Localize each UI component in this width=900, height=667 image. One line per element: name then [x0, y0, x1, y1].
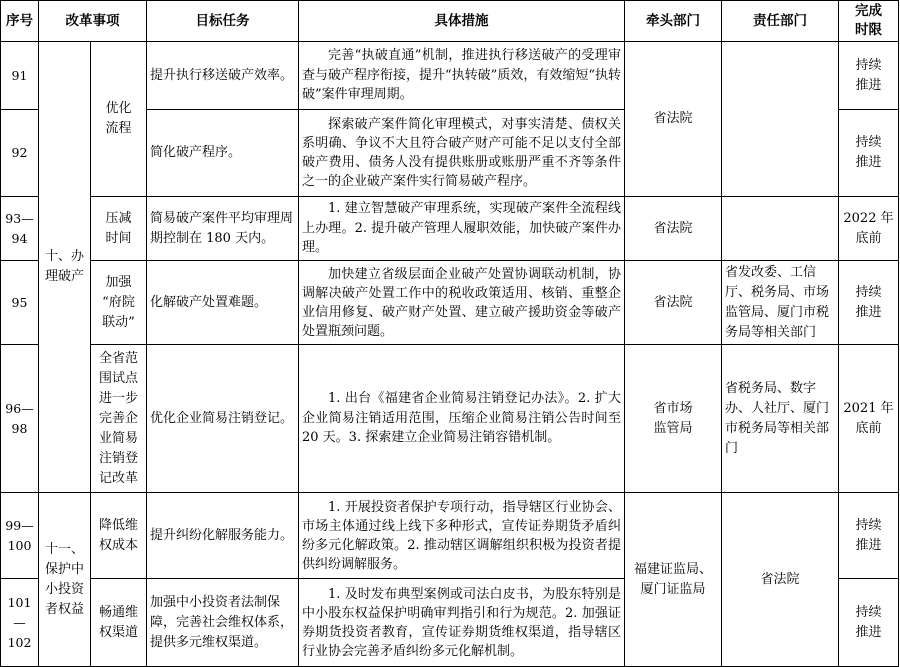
deadline-cell: 2022 年 底前 [839, 197, 899, 261]
measures-cell: 1. 开展投资者保护专项行动，指导辖区行业协会、市场主体通过线上线下多种形式，宣传证券期货矛盾纠纷多元化解政策。2. 推动辖区调解组织积极为投资者提供纠纷调解服务。 [299, 493, 625, 579]
lead-department: 省法院 [625, 261, 722, 345]
reform-item: 压减 时间 [91, 197, 147, 261]
lead-department: 省市场 监管局 [625, 345, 722, 493]
reform-item: 畅通维 权渠道 [91, 579, 147, 667]
reform-item: 全省范围试点进一步完善企业简易注销登记改革 [91, 345, 147, 493]
row-number: 93— 94 [1, 197, 39, 261]
header-resp: 责任部门 [722, 1, 839, 42]
target-task: 加强中小投资者法制保障，完善社会维权体系，提供多元维权渠道。 [147, 579, 299, 667]
measures-cell: 探索破产案件简化审理模式，对事实清楚、债权关系明确、争议不大且符合破产财产可能不足以支付全部破产费用、债务人没有提供账册或账册严重不齐等条件之一的企业破产案件实行简易破产程序。 [299, 110, 625, 197]
target-task: 简化破产程序。 [147, 110, 299, 197]
lead-department: 福建证监局、 厦门证监局 [625, 493, 722, 667]
row-number: 92 [1, 110, 39, 197]
reform-item: 优化 流程 [91, 42, 147, 197]
responsible-department [722, 197, 839, 261]
measures-cell: 1. 出台《福建省企业简易注销登记办法》。2. 扩大企业简易注销适用范围，压缩企业简易注销公告时间至 20 天。3. 探索建立企业简易注销容错机制。 [299, 345, 625, 493]
table-row [1, 493, 899, 579]
measures-cell: 1. 建立智慧破产审理系统，实现破产案件全流程线上办理。2. 提升破产管理人履职效能，加快破产案件办理。 [299, 197, 625, 261]
deadline-cell: 持续 推进 [839, 579, 899, 667]
responsible-department [722, 42, 839, 197]
header-item: 改革事项 [39, 1, 147, 42]
header-lead: 牵头部门 [625, 1, 722, 42]
target-task: 提升执行移送破产效率。 [147, 42, 299, 110]
table-row [1, 42, 899, 110]
deadline-cell: 持续 推进 [839, 261, 899, 345]
responsible-department: 省发改委、工信厅、税务局、市场监管局、厦门市税务局等相关部门 [722, 261, 839, 345]
row-number: 91 [1, 42, 39, 110]
header-no: 序号 [1, 1, 39, 42]
target-task: 优化企业简易注销登记。 [147, 345, 299, 493]
group-investor: 十一、 保护中 小投资 者权益 [39, 493, 91, 667]
header-row [1, 1, 899, 42]
measures-cell: 完善“执破直通”机制，推进执行移送破产的受理审查与破产程序衔接，提升“执转破”质效，有效缩短“执转破”案件审理周期。 [299, 42, 625, 110]
deadline-cell: 2021 年 底前 [839, 345, 899, 493]
responsible-department: 省法院 [722, 493, 839, 667]
target-task: 化解破产处置难题。 [147, 261, 299, 345]
target-task: 简易破产案件平均审理周期控制在 180 天内。 [147, 197, 299, 261]
reform-item: 加强 “府院 联动” [91, 261, 147, 345]
group-bankruptcy: 十、办 理破产 [39, 42, 91, 493]
table-row [1, 261, 899, 345]
lead-department: 省法院 [625, 197, 722, 261]
row-number: 99— 100 [1, 493, 39, 579]
header-measures: 具体措施 [299, 1, 625, 42]
deadline-cell: 持续 推进 [839, 493, 899, 579]
row-number: 96— 98 [1, 345, 39, 493]
lead-department: 省法院 [625, 42, 722, 197]
table-row [1, 197, 899, 261]
deadline-cell: 持续 推进 [839, 42, 899, 110]
deadline-cell: 持续 推进 [839, 110, 899, 197]
responsible-department: 省税务局、数字办、人社厅、厦门市税务局等相关部门 [722, 345, 839, 493]
table-row [1, 345, 899, 493]
measures-cell: 加快建立省级层面企业破产处置协调联动机制，协调解决破产处置工作中的税收政策适用、核销、重整企业信用修复、破产财产处置、建立破产援助资金等破产处置瓶颈问题。 [299, 261, 625, 345]
reform-item: 降低维 权成本 [91, 493, 147, 579]
row-number: 101 — 102 [1, 579, 39, 667]
target-task: 提升纠纷化解服务能力。 [147, 493, 299, 579]
header-task: 目标任务 [147, 1, 299, 42]
row-number: 95 [1, 261, 39, 345]
header-deadline: 完成 时限 [839, 1, 899, 42]
measures-cell: 1. 及时发布典型案例或司法白皮书，为股东特别是中小股东权益保护明确审判指引和行为规范。2. 加强证券期货投资者教育，宣传证券期货维权渠道，指导辖区行业协会完善矛盾纠纷多元化解机制。 [299, 579, 625, 667]
